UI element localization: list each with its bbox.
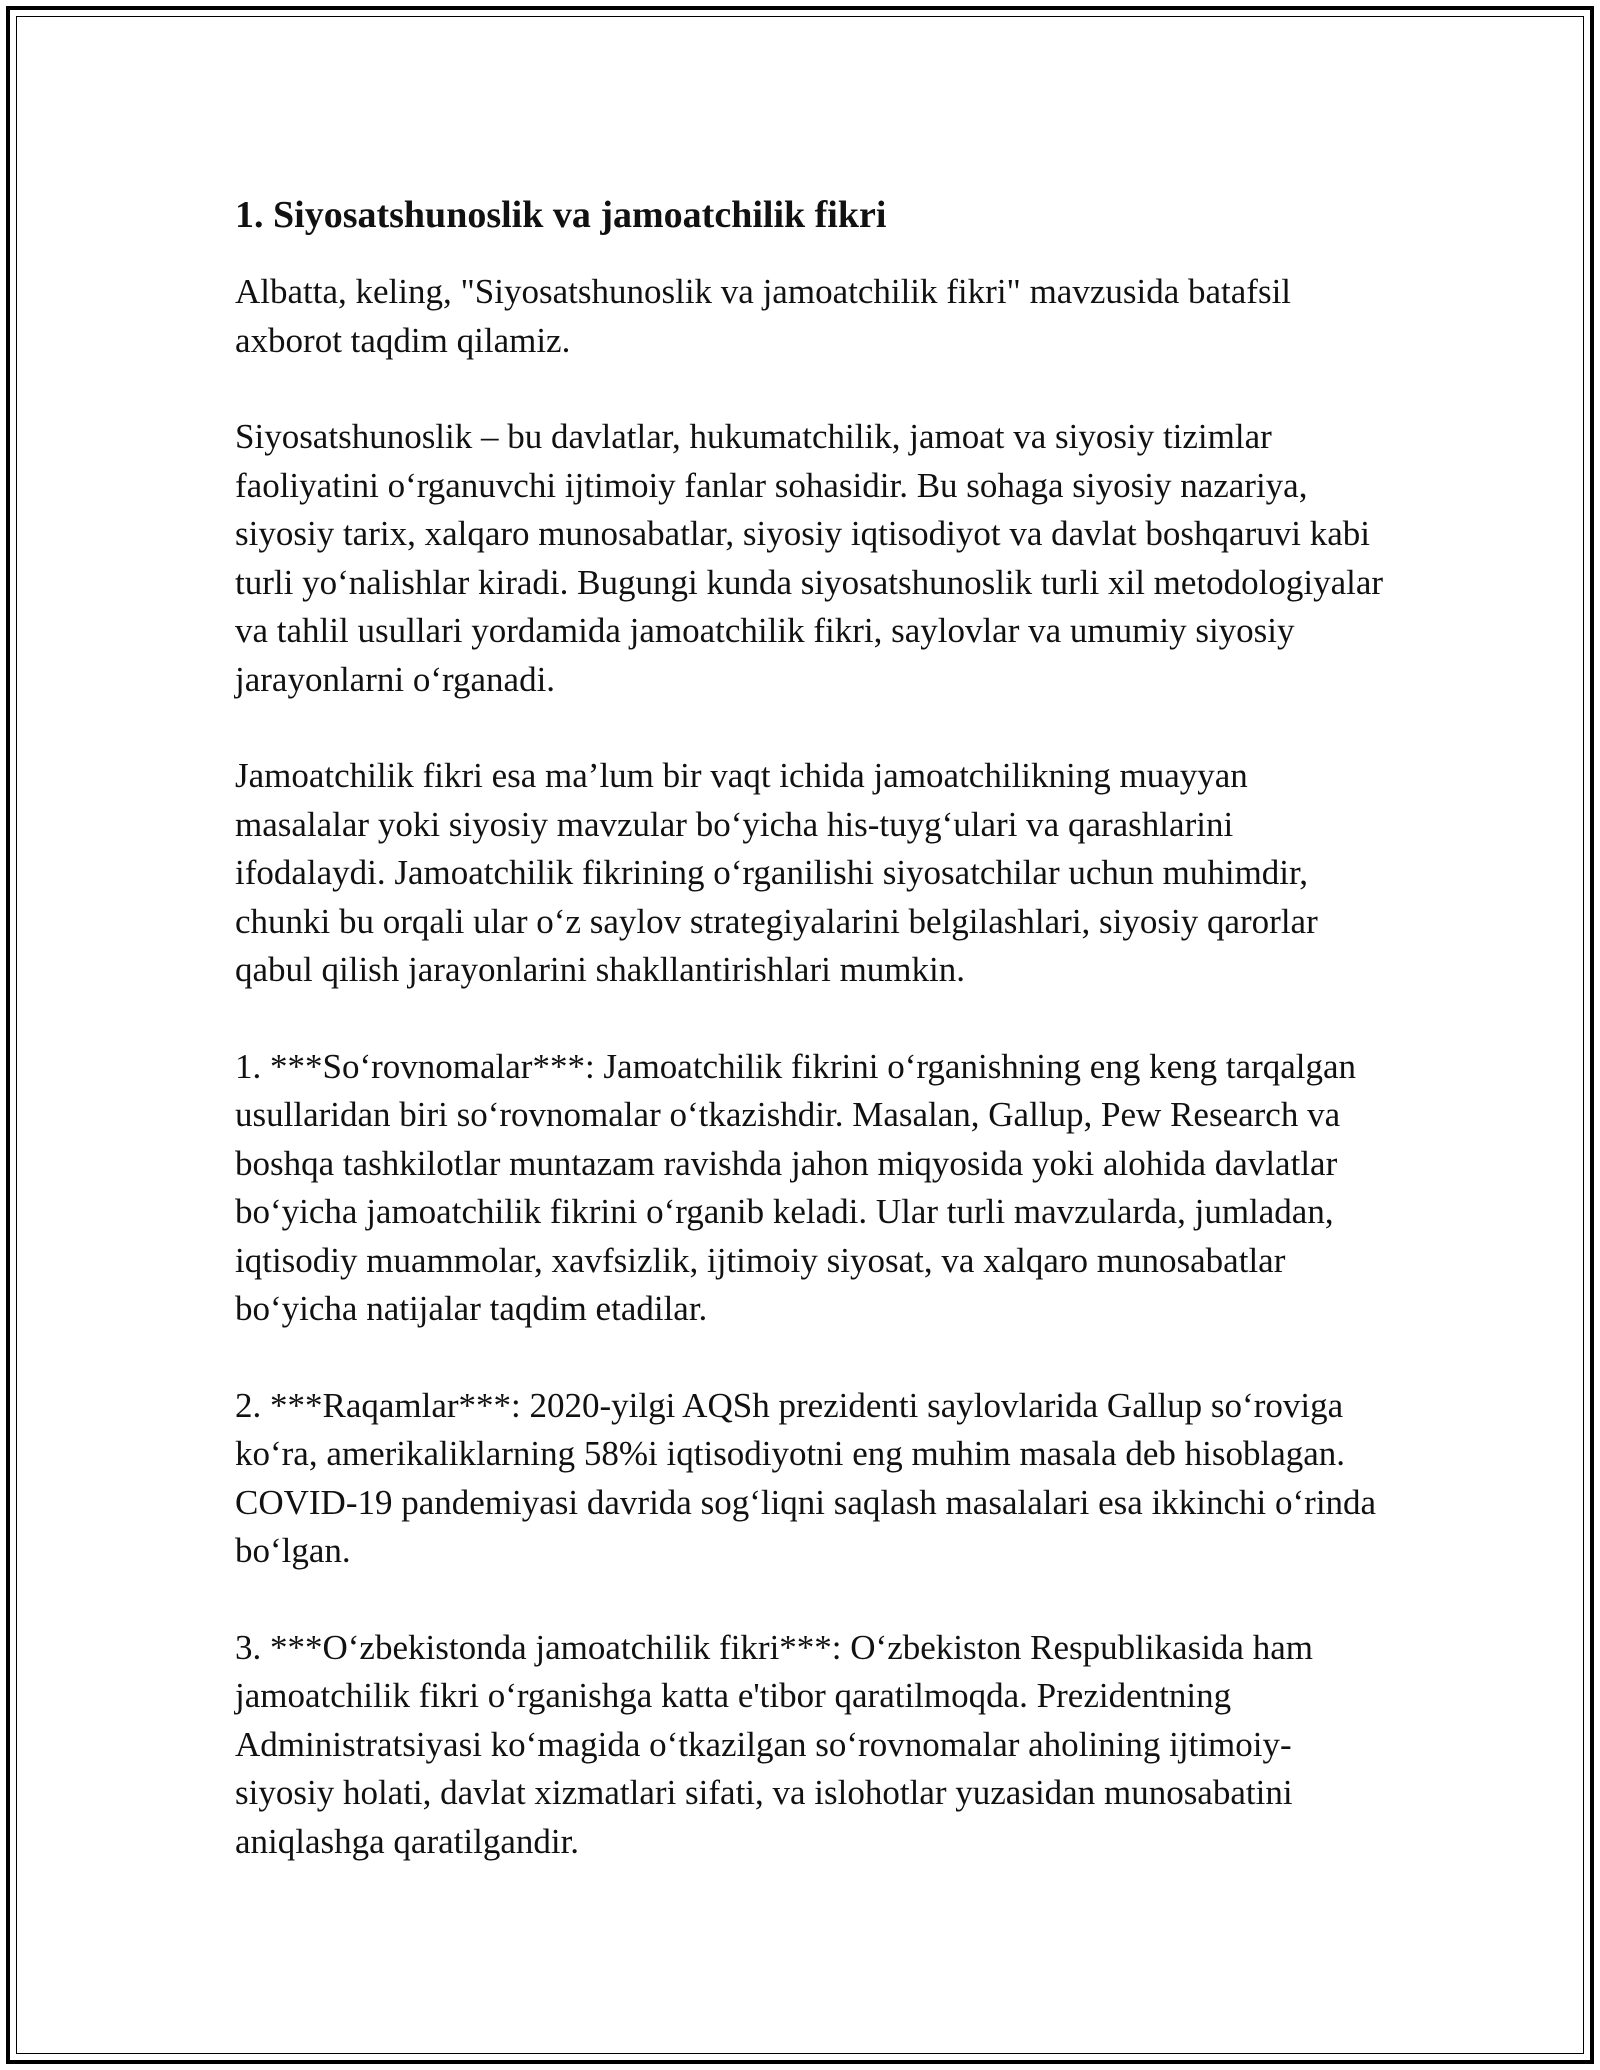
document-body: [235, 186, 1385, 1914]
surveys-paragraph: 1. ***So‘rovnomalar***: Jamoatchilik fikrini o‘rganishning eng keng tarqalgan usullaridan biri so‘rovnomalar o‘tkazishdir. Masalan, Gallup, Pew Research va boshqa tashkilotlar muntazam ravishda jahon miqyosida yoki alohida davlatlar bo‘yicha jamoatchilik fikrini o‘rganib keladi. Ular turli mavzularda, jumladan, iqtisodiy muammolar, xavfsizlik, ijtimoiy siyosat, va xalqaro munosabatlar bo‘yicha natijalar taqdim etadilar.: [235, 1046, 1357, 1328]
public-opinion-paragraph: Jamoatchilik fikri esa ma’lum bir vaqt ichida jamoatchilikning muayyan masalalar yoki siyosiy mavzular bo‘yicha his-tuyg‘ulari va qarashlarini ifodalaydi. Jamoatchilik fikrining o‘rganilishi siyosatchilar uchun muhimdir, chunki bu orqali ular o‘z saylov strategiyalarini belgilashlari, siyosiy qarorlar qabul qilish jarayonlarini shakllantirishlari mumkin.: [235, 756, 1318, 989]
document-title: 1. Siyosatshunoslik va jamoatchilik fikri: [235, 194, 887, 236]
uzbekistan-paragraph: 3. ***O‘zbekistonda jamoatchilik fikri***: O‘zbekiston Respublikasida ham jamoatchilik fikri o‘rganishga katta e'tibor qaratilmoqda. Prezidentning Administratsiyasi ko‘magida o‘tkazilgan so‘rovnomalar aholining ijtimoiy-siyosiy holati, davlat xizmatlari sifati, va islohotlar yuzasidan munosabatini aniqlashga qaratilgandir.: [235, 1627, 1313, 1861]
political-science-paragraph: Siyosatshunoslik – bu davlatlar, hukumatchilik, jamoat va siyosiy tizimlar faoliyatini o‘rganuvchi ijtimoiy fanlar sohasidir. Bu sohaga siyosiy nazariya, siyosiy tarix, xalqaro munosabatlar, siyosiy iqtisodiyot va davlat boshqaruvi kabi turli yo‘nalishlar kiradi. Bugungi kunda siyosatshunoslik turli xil metodologiyalar va tahlil usullari yordamida jamoatchilik fikri, saylovlar va umumiy siyosiy jarayonlarni o‘rganadi.: [235, 417, 1384, 699]
intro-paragraph: Albatta, keling, "Siyosatshunoslik va jamoatchilik fikri" mavzusida batafsil axborot taqdim qilamiz.: [235, 272, 1292, 360]
numbers-paragraph: 2. ***Raqamlar***: 2020-yilgi AQSh prezidenti saylovlarida Gallup so‘roviga ko‘ra, amerikaliklarning 58%i iqtisodiyotni eng muhim masala deb hisoblagan. COVID-19 pandemiyasi davrida sog‘liqni saqlash masalalari esa ikkinchi o‘rinda bo‘lgan.: [235, 1385, 1377, 1570]
